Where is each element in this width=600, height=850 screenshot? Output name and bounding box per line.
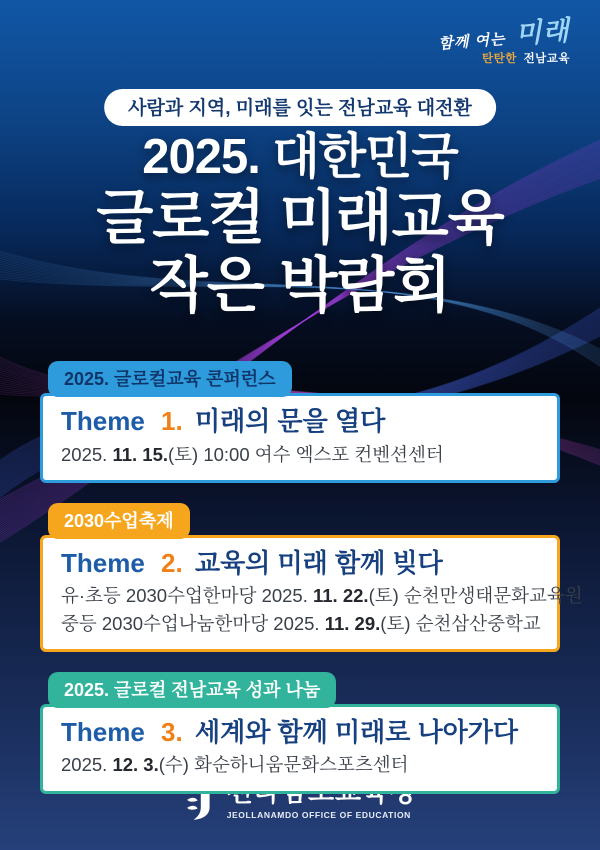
event-detail-line bbox=[61, 752, 539, 778]
theme-title: 세계와 함께 미래로 나아가다 bbox=[194, 716, 519, 747]
detail-date: 12. 3. bbox=[112, 754, 159, 776]
detail-post: (토) 10:00 여수 엑스포 컨벤션센터 bbox=[168, 443, 444, 465]
theme-title: 미래의 문을 열다 bbox=[194, 406, 386, 436]
detail-date: 11. 15. bbox=[112, 443, 168, 465]
event-badge: 2025. 글로컬교육 콘퍼런스 bbox=[48, 361, 292, 397]
theme-number: 1. bbox=[161, 406, 183, 436]
brand-subline bbox=[438, 54, 570, 66]
office-name-en: JEOLLANAMDO OFFICE OF EDUCATION bbox=[226, 809, 411, 820]
title-line-1: 2025. 대한민국 bbox=[142, 130, 458, 184]
brand-subline-accent: 탄탄한 bbox=[482, 53, 517, 65]
theme-heading bbox=[61, 405, 539, 438]
event-detail-line bbox=[61, 442, 539, 468]
event-badge: 2025. 글로컬 전남교육 성과 나눔 bbox=[48, 672, 336, 708]
tagline-pill: 사람과 지역, 미래를 잇는 전남교육 대전환 bbox=[104, 89, 496, 126]
theme-number: 2. bbox=[161, 547, 183, 578]
brand-slogan-small: 함께 여는 bbox=[438, 30, 507, 53]
event-detail-line bbox=[61, 583, 583, 609]
theme-title: 교육의 미래 함께 빚다 bbox=[194, 547, 443, 578]
title-line-2: 글로컬 미래교육 bbox=[96, 184, 504, 251]
event-card-body bbox=[40, 535, 583, 652]
event-card-results-sharing bbox=[40, 672, 560, 794]
detail-pre: 2025. bbox=[61, 754, 113, 776]
theme-word: Theme bbox=[61, 547, 145, 578]
detail-pre: 중등 2030수업나눔한마당 2025. bbox=[61, 612, 325, 634]
theme-word: Theme bbox=[61, 716, 145, 747]
event-card-body bbox=[40, 704, 560, 794]
brand-slogan-big: 미래 bbox=[514, 15, 571, 50]
theme-number: 3. bbox=[161, 716, 183, 747]
detail-date: 11. 22. bbox=[313, 585, 369, 607]
event-card-body bbox=[40, 393, 560, 483]
detail-date: 11. 29. bbox=[324, 612, 381, 634]
theme-word: Theme bbox=[61, 406, 145, 436]
detail-pre: 유·초등 2030수업한마당 2025. bbox=[61, 585, 313, 607]
theme-heading bbox=[61, 716, 539, 749]
event-card-class-festival bbox=[40, 503, 583, 652]
event-card-conference bbox=[40, 361, 560, 483]
event-cards bbox=[40, 361, 583, 814]
detail-post: (수) 화순하니움문화스포츠센터 bbox=[158, 754, 409, 776]
event-badge: 2030수업축제 bbox=[48, 503, 190, 539]
title-line-3: 작은 박람회 bbox=[149, 251, 451, 319]
brand-subline-rest: 전남교육 bbox=[523, 53, 570, 65]
detail-pre: 2025. bbox=[61, 443, 113, 465]
brand-logo bbox=[438, 15, 571, 66]
main-title bbox=[0, 130, 600, 319]
detail-post: (토) 순천만생태문화교육원 bbox=[368, 585, 583, 607]
theme-heading bbox=[61, 547, 539, 580]
brand-slogan bbox=[437, 17, 570, 53]
detail-post: (토) 순천삼산중학교 bbox=[380, 612, 541, 634]
event-detail-line bbox=[61, 611, 539, 637]
